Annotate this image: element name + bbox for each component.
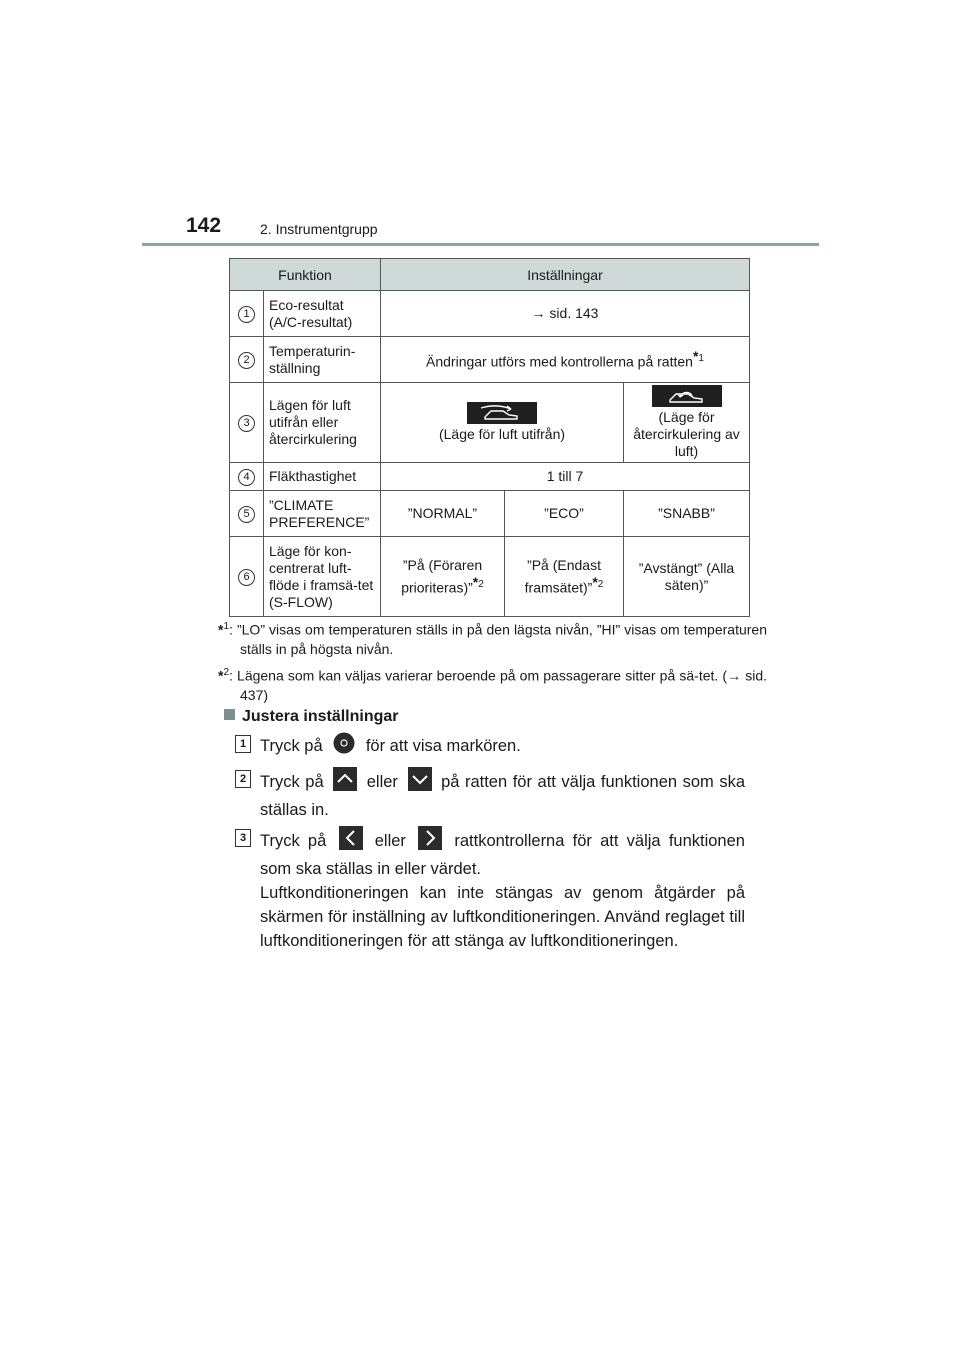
footnote-2: *$^2$: Lägena som kan väljas varierar beroende på om passagerare sitter på sä-tet. (→ sid. 437) xyxy=(218,667,767,703)
footnote-ref: *2 xyxy=(472,573,484,590)
col-settings: Inställningar xyxy=(381,259,750,291)
row-number: 3 xyxy=(238,415,255,432)
step-number: 3 xyxy=(235,829,251,847)
recirculation-icon xyxy=(652,385,722,407)
row-value: → sid. 143 xyxy=(381,291,750,337)
table-row xyxy=(230,291,750,337)
header-rule xyxy=(142,243,819,246)
row-function: Lägen för luft utifrån eller återcirkulering xyxy=(264,383,381,463)
option-label: ”NORMAL” xyxy=(381,491,505,537)
step-number: 2 xyxy=(235,770,251,788)
row-value: Ändringar utförs med kontrollerna på ratten xyxy=(426,353,693,370)
subheading: Justera inställningar xyxy=(224,708,399,726)
row-function: ”CLIMATE PREFERENCE” xyxy=(264,491,381,537)
section-title: 2. Instrumentgrupp xyxy=(260,221,378,237)
row-number: 1 xyxy=(238,306,255,323)
chevron-left-icon xyxy=(339,826,363,857)
table-header-row xyxy=(230,259,750,291)
chevron-right-icon xyxy=(418,826,442,857)
table-row xyxy=(230,491,750,537)
outside-air-icon xyxy=(467,402,537,424)
row-function: Läge för kon-centrerat luft-flöde i framsä-tet (S-FLOW) xyxy=(264,537,381,617)
row-number: 5 xyxy=(238,506,255,523)
row-function: Fläkthastighet xyxy=(264,463,381,491)
table-row xyxy=(230,383,750,463)
chevron-up-icon xyxy=(333,767,357,798)
chevron-down-icon xyxy=(408,767,432,798)
table-row xyxy=(230,337,750,383)
footnote-ref: *1 xyxy=(692,348,704,365)
row-value: 1 till 7 xyxy=(381,463,750,491)
footnote-1: *$^1$: ”LO” visas om temperaturen ställs in på den lägsta nivån, ”HI” visas om temperaturen ställs in på högsta nivån. xyxy=(218,621,767,657)
table-row xyxy=(230,463,750,491)
option-label: ”På (Endast framsätet)” xyxy=(524,556,601,596)
option-label: (Läge för luft utifrån) xyxy=(438,426,566,442)
option-label: ”SNABB” xyxy=(624,491,750,537)
row-function: Eco-resultat (A/C-resultat) xyxy=(264,291,381,337)
row-function: Temperaturin-ställning xyxy=(264,337,381,383)
step-number: 1 xyxy=(235,735,251,753)
option-label: (Läge för återcirkulering av luft) xyxy=(633,409,740,459)
footnote-ref: *2 xyxy=(592,573,604,590)
option-label: ”På (Föraren prioriteras)” xyxy=(401,556,483,596)
option-label: ”Avstängt” (Alla säten)” xyxy=(624,537,750,617)
table-row xyxy=(230,537,750,617)
step-note: Luftkonditioneringen kan inte stängas av genom åtgärder på skärmen för inställning av luftkonditioneringen. Använd reglaget till luftkonditioneringen för att stänga av luftkonditioneringen. xyxy=(260,884,745,950)
row-number: 6 xyxy=(238,569,255,586)
option-label: ”ECO” xyxy=(505,491,624,537)
row-number: 2 xyxy=(238,352,255,369)
col-function: Funktion xyxy=(230,259,381,291)
row-number: 4 xyxy=(238,469,255,486)
square-bullet-icon xyxy=(224,709,235,720)
display-change-button-icon xyxy=(333,732,355,761)
settings-table xyxy=(229,258,750,617)
page-number: 142 xyxy=(186,214,222,237)
